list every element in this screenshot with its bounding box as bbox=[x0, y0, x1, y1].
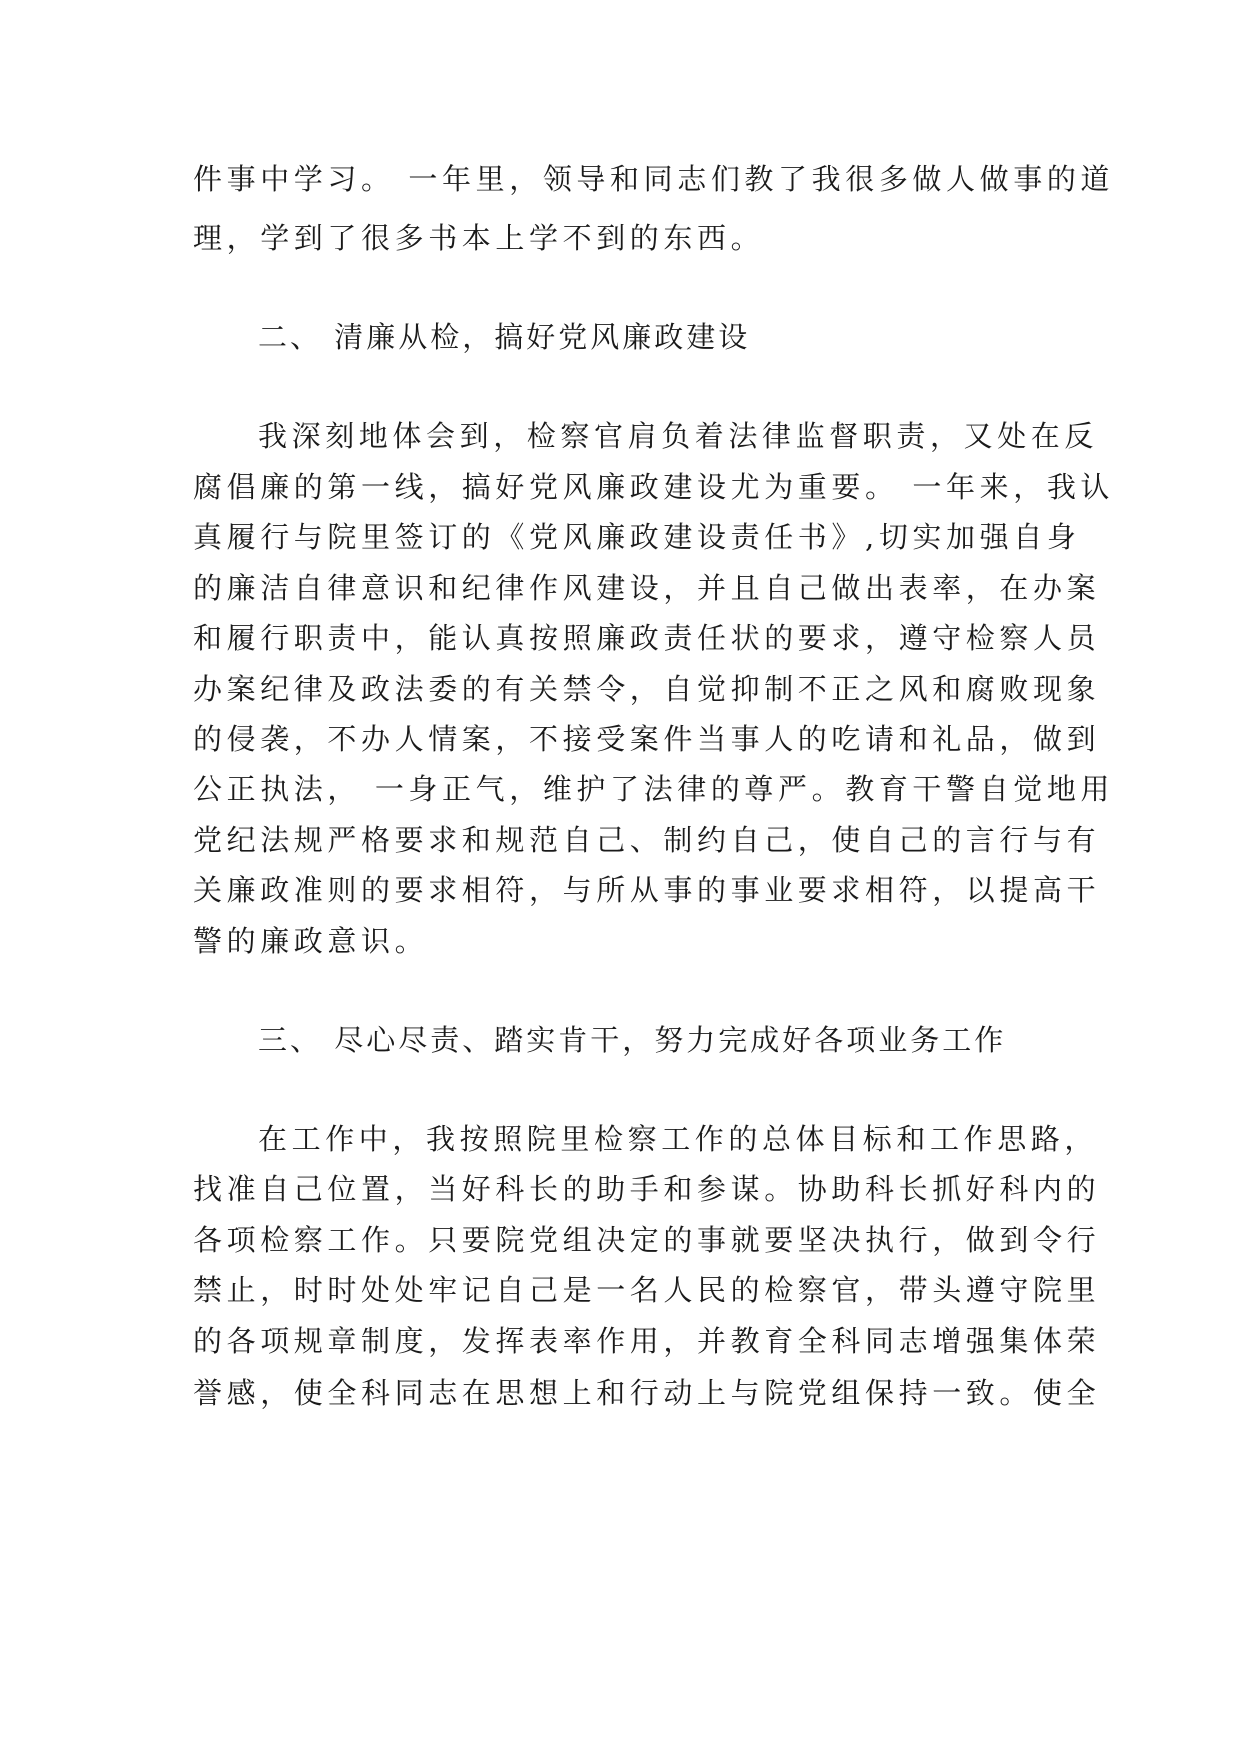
paragraph-line: 的侵袭，不办人情案，不接受案件当事人的吃请和礼品，做到 bbox=[193, 722, 1101, 756]
paragraph-line: 禁止，时时处处牢记自己是一名人民的检察官，带头遵守院里 bbox=[193, 1273, 1101, 1307]
paragraph-line: 件事中学习。 一年里，领导和同志们教了我很多做人做事的道 bbox=[193, 162, 1115, 196]
paragraph-line: 理，学到了很多书本上学不到的东西。 bbox=[193, 221, 765, 255]
paragraph-line: 关廉政准则的要求相符，与所从事的事业要求相符，以提高干 bbox=[193, 873, 1101, 907]
paragraph-line: 在工作中，我按照院里检察工作的总体目标和工作思路， bbox=[258, 1122, 1099, 1156]
paragraph-line: 的各项规章制度，发挥表率作用，并教育全科同志增强集体荣 bbox=[193, 1324, 1101, 1358]
paragraph-line: 警的廉政意识。 bbox=[193, 924, 429, 958]
paragraph-line: 党纪法规严格要求和规范自己、制约自己，使自己的言行与有 bbox=[193, 823, 1101, 857]
paragraph-line: 的廉洁自律意识和纪律作风建设，并且自己做出表率，在办案 bbox=[193, 571, 1101, 605]
paragraph-line: 真履行与院里签订的《党风廉政建设责任书》,切实加强自身 bbox=[193, 520, 1081, 554]
paragraph-line: 和履行职责中，能认真按照廉政责任状的要求，遵守检察人员 bbox=[193, 621, 1101, 655]
section-heading: 三、 尽心尽责、踏实肯干，努力完成好各项业务工作 bbox=[258, 1023, 1007, 1057]
paragraph-line: 公正执法， 一身正气，维护了法律的尊严。教育干警自觉地用 bbox=[193, 772, 1115, 806]
paragraph-line: 办案纪律及政法委的有关禁令，自觉抑制不正之风和腐败现象 bbox=[193, 672, 1101, 706]
paragraph-line: 各项检察工作。只要院党组决定的事就要坚决执行，做到令行 bbox=[193, 1223, 1101, 1257]
paragraph-line: 腐倡廉的第一线，搞好党风廉政建设尤为重要。 一年来，我认 bbox=[193, 470, 1115, 504]
paragraph-line: 找准自己位置，当好科长的助手和参谋。协助科长抓好科内的 bbox=[193, 1172, 1101, 1206]
paragraph-line: 我深刻地体会到，检察官肩负着法律监督职责，又处在反 bbox=[258, 419, 1099, 453]
paragraph-line: 誉感，使全科同志在思想上和行动上与院党组保持一致。使全 bbox=[193, 1376, 1101, 1410]
section-heading: 二、 清廉从检，搞好党风廉政建设 bbox=[258, 320, 751, 354]
